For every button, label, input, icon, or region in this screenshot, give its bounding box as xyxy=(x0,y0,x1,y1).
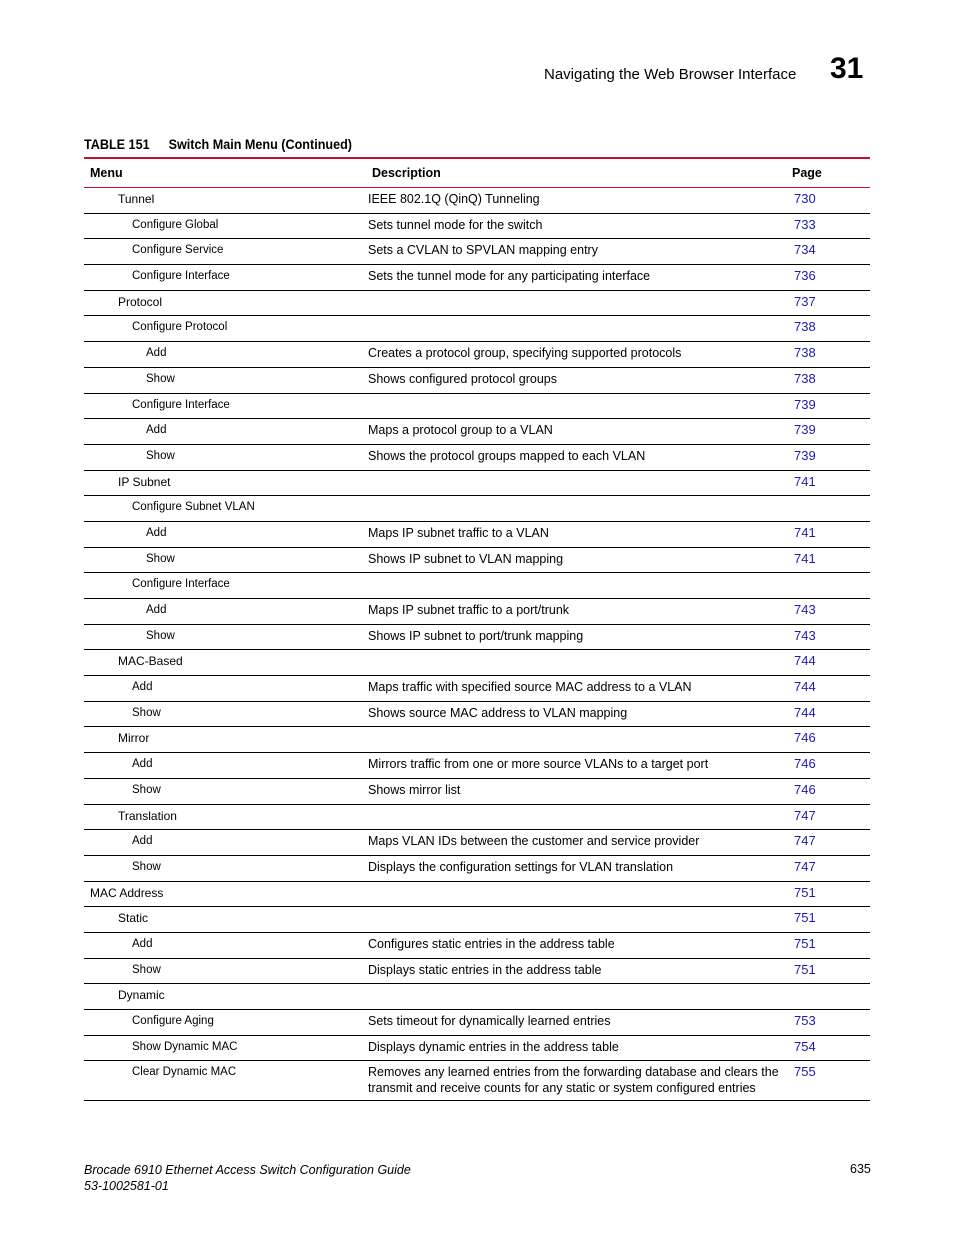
table-number: TABLE 151 xyxy=(84,136,150,152)
menu-cell: Clear Dynamic MAC xyxy=(84,1061,366,1101)
table-row xyxy=(84,342,870,368)
menu-cell: Show xyxy=(84,547,366,573)
description-cell xyxy=(366,727,786,753)
description-cell xyxy=(366,804,786,830)
menu-cell: Tunnel xyxy=(84,188,366,214)
page-link[interactable]: 744 xyxy=(786,701,870,727)
page-link[interactable]: 739 xyxy=(786,444,870,470)
page-link[interactable]: 738 xyxy=(786,367,870,393)
page-link[interactable]: 751 xyxy=(786,932,870,958)
page-link[interactable]: 747 xyxy=(786,855,870,881)
table-row xyxy=(84,470,870,496)
footer-guide-title: Brocade 6910 Ethernet Access Switch Configuration Guide xyxy=(84,1163,411,1177)
table-row xyxy=(84,778,870,804)
menu-cell: MAC-Based xyxy=(84,650,366,676)
page-link[interactable]: 741 xyxy=(786,470,870,496)
table-row xyxy=(84,855,870,881)
description-cell xyxy=(366,650,786,676)
page-link[interactable]: 738 xyxy=(786,342,870,368)
table-row xyxy=(84,753,870,779)
description-cell xyxy=(366,496,786,522)
menu-cell: Show xyxy=(84,701,366,727)
menu-cell: Mirror xyxy=(84,727,366,753)
page-link[interactable]: 751 xyxy=(786,907,870,933)
description-cell xyxy=(366,907,786,933)
description-cell xyxy=(366,984,786,1010)
description-cell: Shows the protocol groups mapped to each VLAN xyxy=(366,444,786,470)
column-header-page: Page xyxy=(786,158,870,188)
table-row xyxy=(84,958,870,984)
page-link[interactable]: 743 xyxy=(786,624,870,650)
description-cell: Creates a protocol group, specifying supported protocols xyxy=(366,342,786,368)
page-link[interactable]: 733 xyxy=(786,213,870,239)
description-cell: Maps VLAN IDs between the customer and service provider xyxy=(366,830,786,856)
table-body xyxy=(84,188,870,1101)
menu-cell: Static xyxy=(84,907,366,933)
menu-cell: Show xyxy=(84,444,366,470)
page-link[interactable]: 736 xyxy=(786,265,870,291)
menu-cell: Dynamic xyxy=(84,984,366,1010)
table-row xyxy=(84,367,870,393)
menu-cell: Show xyxy=(84,855,366,881)
table-row xyxy=(84,188,870,214)
menu-cell: IP Subnet xyxy=(84,470,366,496)
page-link[interactable]: 737 xyxy=(786,290,870,316)
table-row xyxy=(84,265,870,291)
description-cell: Configures static entries in the address table xyxy=(366,932,786,958)
menu-cell: Add xyxy=(84,753,366,779)
table-row xyxy=(84,1061,870,1101)
table-row xyxy=(84,1035,870,1061)
switch-main-menu-table xyxy=(84,157,870,1101)
menu-cell: Configure Service xyxy=(84,239,366,265)
table-row xyxy=(84,419,870,445)
description-cell xyxy=(366,316,786,342)
description-cell: Shows IP subnet to VLAN mapping xyxy=(366,547,786,573)
description-cell xyxy=(366,881,786,907)
table-row xyxy=(84,213,870,239)
menu-cell: Configure Aging xyxy=(84,1010,366,1036)
page-link[interactable]: 746 xyxy=(786,727,870,753)
table-row xyxy=(84,599,870,625)
menu-cell: Show xyxy=(84,624,366,650)
table-row xyxy=(84,701,870,727)
footer-page-number: 635 xyxy=(850,1162,871,1176)
menu-cell: Add xyxy=(84,342,366,368)
menu-cell: Add xyxy=(84,932,366,958)
table-row xyxy=(84,521,870,547)
menu-cell: Configure Protocol xyxy=(84,316,366,342)
page-link[interactable]: 747 xyxy=(786,804,870,830)
page-link[interactable]: 738 xyxy=(786,316,870,342)
footer-guide-info xyxy=(84,1162,411,1194)
page-link[interactable]: 741 xyxy=(786,547,870,573)
page-link[interactable]: 730 xyxy=(786,188,870,214)
description-cell: Sets the tunnel mode for any participating interface xyxy=(366,265,786,291)
menu-cell: Add xyxy=(84,830,366,856)
table-row xyxy=(84,547,870,573)
description-cell: Maps a protocol group to a VLAN xyxy=(366,419,786,445)
table-row xyxy=(84,290,870,316)
description-cell: IEEE 802.1Q (QinQ) Tunneling xyxy=(366,188,786,214)
table-row xyxy=(84,984,870,1010)
table-row xyxy=(84,444,870,470)
page-link xyxy=(786,496,870,522)
page-link[interactable]: 743 xyxy=(786,599,870,625)
table-row xyxy=(84,881,870,907)
running-header-title: Navigating the Web Browser Interface xyxy=(544,66,797,83)
description-cell xyxy=(366,290,786,316)
menu-cell: Configure Subnet VLAN xyxy=(84,496,366,522)
description-cell: Removes any learned entries from the forwarding database and clears the transmit and receive counts for any static or system configured entries xyxy=(366,1061,786,1101)
description-cell: Maps IP subnet traffic to a port/trunk xyxy=(366,599,786,625)
menu-cell: Show xyxy=(84,367,366,393)
table-row xyxy=(84,804,870,830)
menu-cell: Configure Interface xyxy=(84,393,366,419)
page-link[interactable]: 744 xyxy=(786,650,870,676)
table-row xyxy=(84,573,870,599)
table-row xyxy=(84,496,870,522)
menu-cell: Configure Global xyxy=(84,213,366,239)
table-row xyxy=(84,624,870,650)
chapter-number: 31 xyxy=(830,52,864,85)
description-cell: Shows IP subnet to port/trunk mapping xyxy=(366,624,786,650)
menu-cell: Add xyxy=(84,521,366,547)
table-row xyxy=(84,907,870,933)
description-cell: Displays static entries in the address table xyxy=(366,958,786,984)
description-cell: Sets a CVLAN to SPVLAN mapping entry xyxy=(366,239,786,265)
description-cell xyxy=(366,573,786,599)
table-row xyxy=(84,393,870,419)
page-link[interactable]: 753 xyxy=(786,1010,870,1036)
menu-cell: Show xyxy=(84,958,366,984)
menu-cell: Add xyxy=(84,419,366,445)
page-link[interactable]: 741 xyxy=(786,521,870,547)
table-row xyxy=(84,932,870,958)
menu-cell: Show Dynamic MAC xyxy=(84,1035,366,1061)
page-link[interactable]: 746 xyxy=(786,753,870,779)
description-cell: Shows mirror list xyxy=(366,778,786,804)
page-link[interactable]: 755 xyxy=(786,1061,870,1101)
description-cell: Sets timeout for dynamically learned entries xyxy=(366,1010,786,1036)
description-cell: Displays dynamic entries in the address table xyxy=(366,1035,786,1061)
column-header-menu: Menu xyxy=(84,158,366,188)
description-cell: Sets tunnel mode for the switch xyxy=(366,213,786,239)
menu-cell: Add xyxy=(84,676,366,702)
table-row xyxy=(84,830,870,856)
menu-cell: Show xyxy=(84,778,366,804)
table-row xyxy=(84,676,870,702)
page-link[interactable]: 751 xyxy=(786,881,870,907)
page-link[interactable]: 739 xyxy=(786,393,870,419)
table-caption xyxy=(84,136,352,152)
page-link[interactable]: 747 xyxy=(786,830,870,856)
description-cell: Displays the configuration settings for VLAN translation xyxy=(366,855,786,881)
table-title: Switch Main Menu (Continued) xyxy=(168,136,352,152)
page-link[interactable]: 754 xyxy=(786,1035,870,1061)
table-row xyxy=(84,239,870,265)
footer-doc-number: 53-1002581-01 xyxy=(84,1179,169,1193)
menu-cell: Add xyxy=(84,599,366,625)
menu-cell: Configure Interface xyxy=(84,265,366,291)
table-row xyxy=(84,1010,870,1036)
page-link xyxy=(786,573,870,599)
page-link[interactable]: 744 xyxy=(786,676,870,702)
page-link[interactable]: 751 xyxy=(786,958,870,984)
description-cell: Maps IP subnet traffic to a VLAN xyxy=(366,521,786,547)
description-cell: Shows source MAC address to VLAN mapping xyxy=(366,701,786,727)
menu-cell: MAC Address xyxy=(84,881,366,907)
description-cell: Maps traffic with specified source MAC address to a VLAN xyxy=(366,676,786,702)
page-link[interactable]: 746 xyxy=(786,778,870,804)
table-row xyxy=(84,727,870,753)
description-cell xyxy=(366,393,786,419)
menu-cell: Configure Interface xyxy=(84,573,366,599)
page-link[interactable]: 734 xyxy=(786,239,870,265)
table-row xyxy=(84,650,870,676)
column-header-description: Description xyxy=(366,158,786,188)
description-cell: Mirrors traffic from one or more source VLANs to a target port xyxy=(366,753,786,779)
table-row xyxy=(84,316,870,342)
table-header-row xyxy=(84,158,870,188)
menu-cell: Translation xyxy=(84,804,366,830)
description-cell xyxy=(366,470,786,496)
menu-cell: Protocol xyxy=(84,290,366,316)
description-cell: Shows configured protocol groups xyxy=(366,367,786,393)
page-link[interactable]: 739 xyxy=(786,419,870,445)
page-link xyxy=(786,984,870,1010)
